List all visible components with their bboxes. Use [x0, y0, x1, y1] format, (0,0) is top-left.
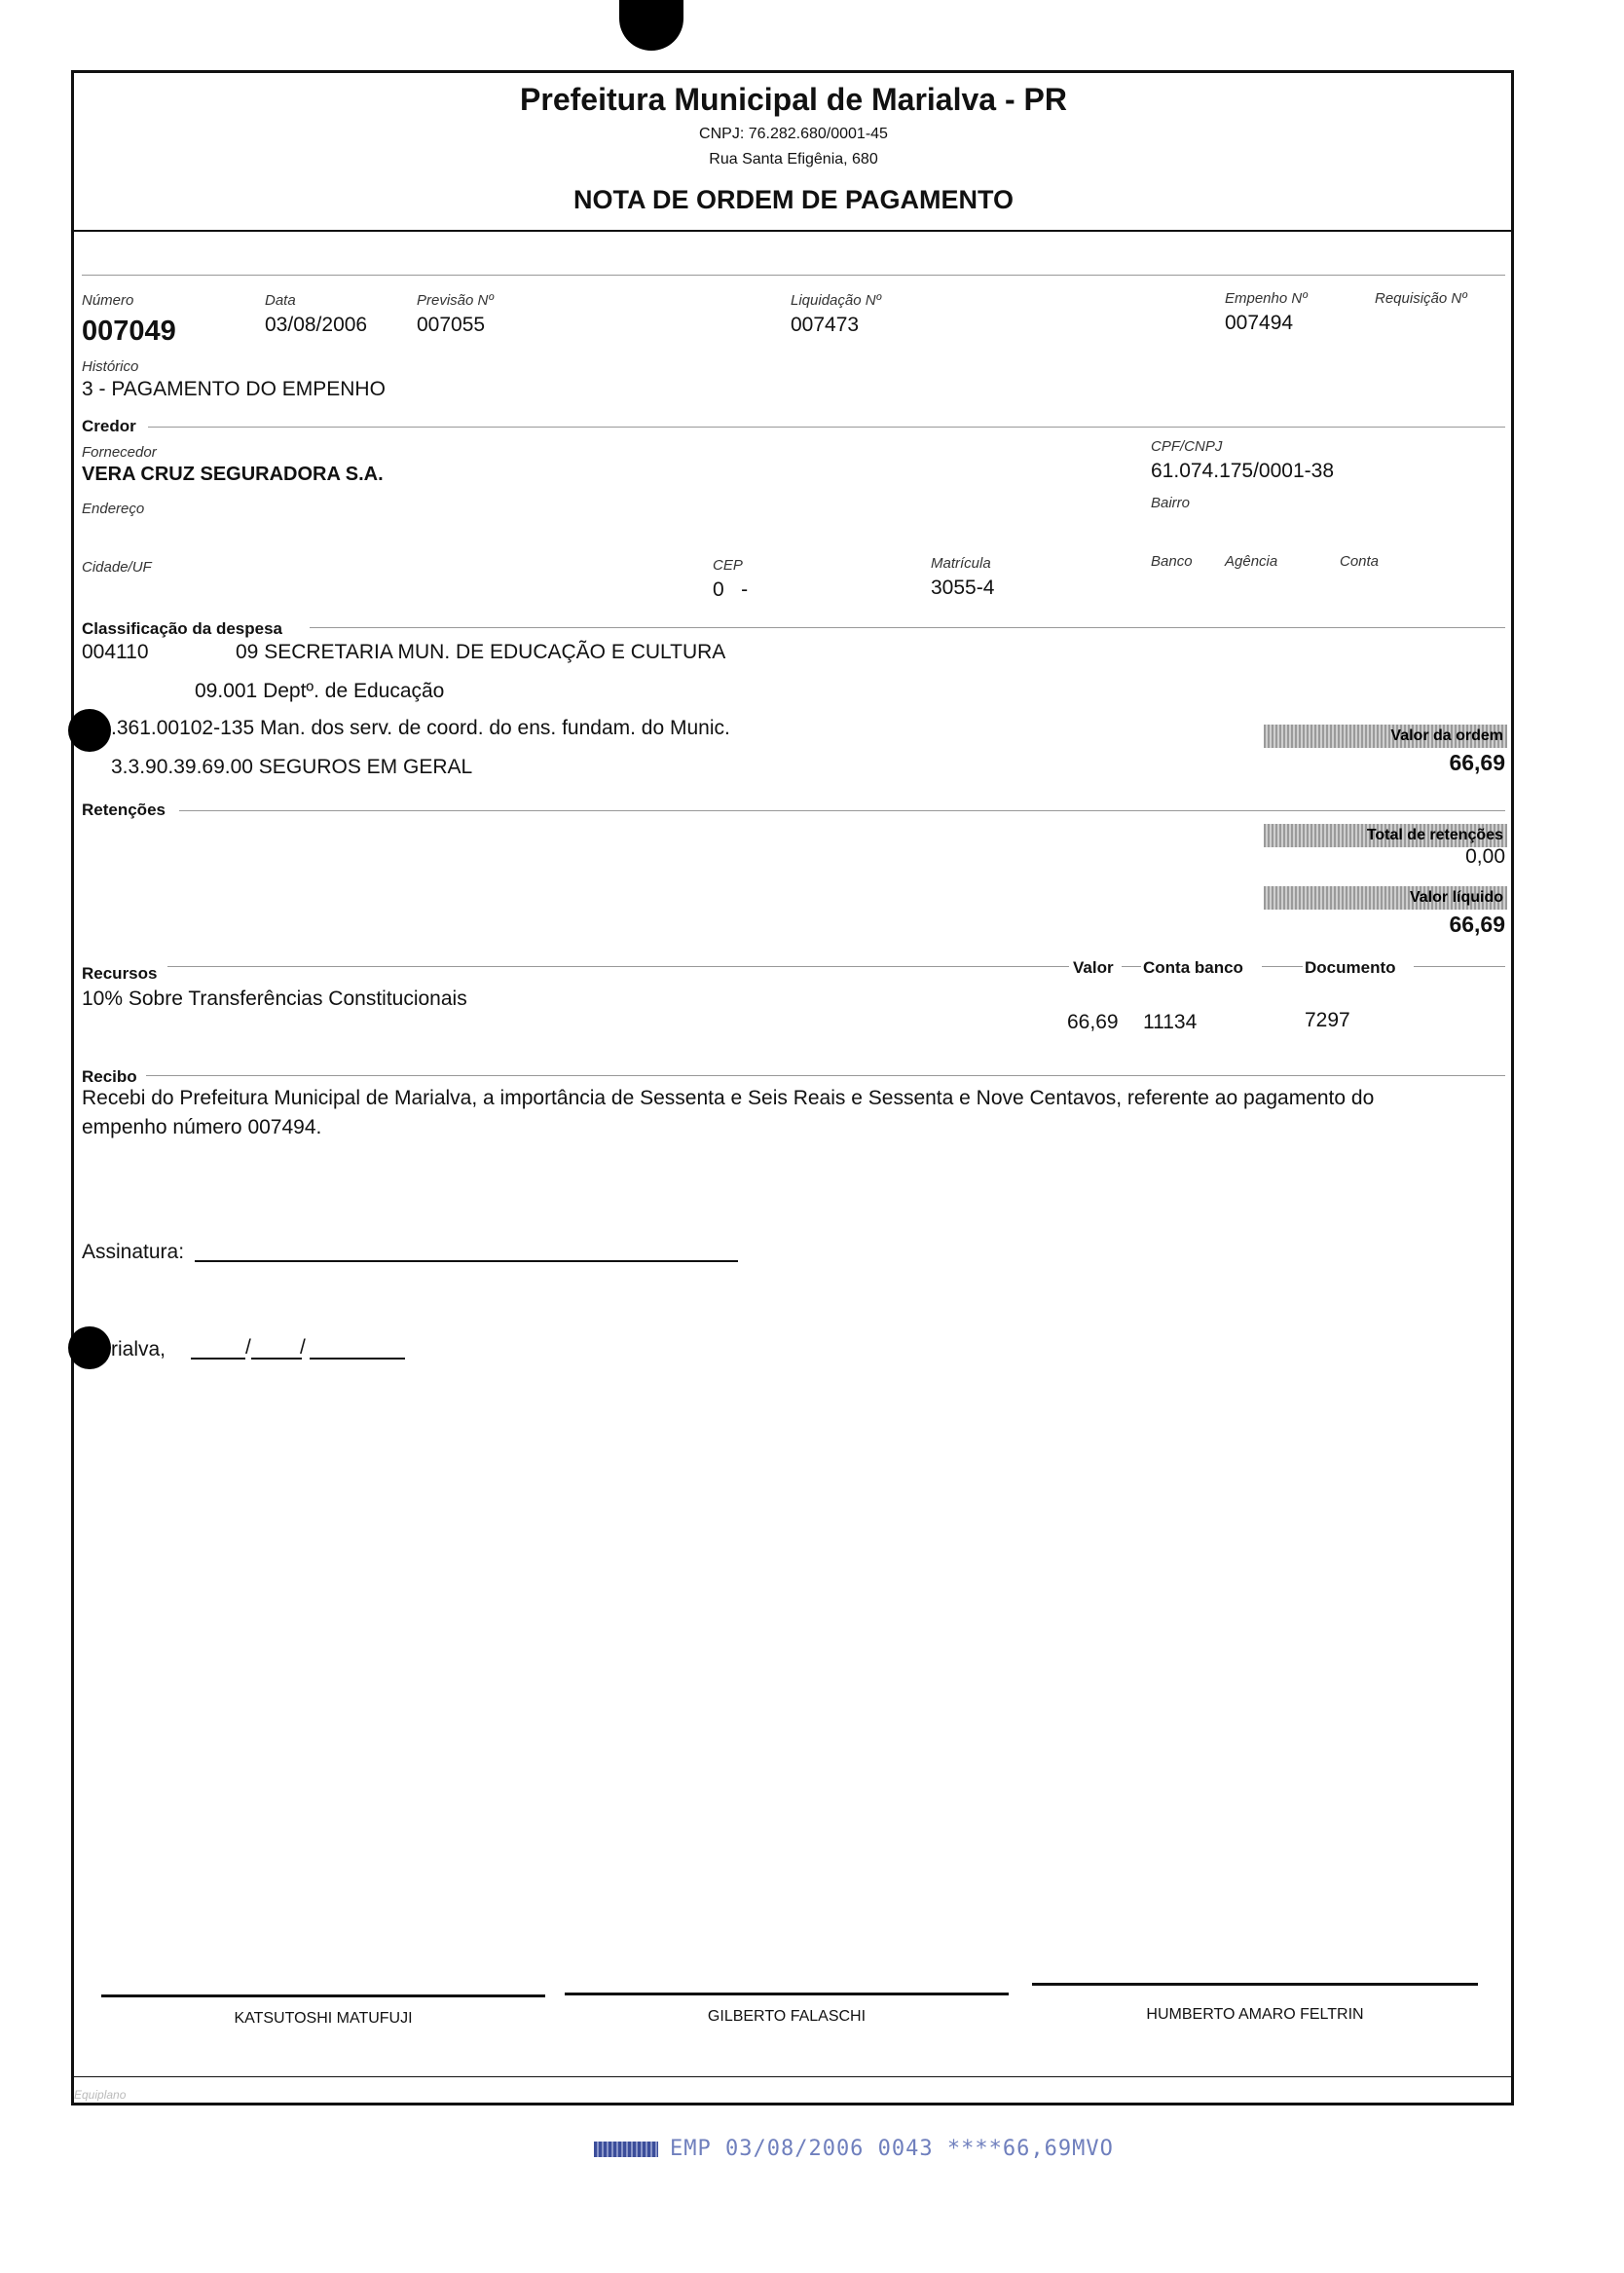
liquidacao-label: Liquidação Nº	[791, 292, 882, 309]
recursos-descricao: 10% Sobre Transferências Constitucionais	[82, 987, 467, 1010]
footer-divider	[71, 2076, 1514, 2077]
order-divider	[82, 275, 1505, 276]
historico-label: Histórico	[82, 358, 139, 375]
fornecedor-label: Fornecedor	[82, 444, 157, 461]
matricula-label: Matrícula	[931, 555, 991, 572]
data-value: 03/08/2006	[265, 314, 368, 336]
cep-value: 0 -	[713, 578, 749, 601]
valor-ordem-label: Valor da ordem	[1264, 725, 1507, 748]
previsao-value: 007055	[417, 314, 486, 336]
signature-line-2	[565, 1993, 1009, 1995]
signature-name-2: GILBERTO FALASCHI	[707, 2008, 867, 2025]
liquidacao-value: 007473	[791, 314, 860, 336]
requisicao-label: Requisição Nº	[1375, 290, 1467, 307]
conta-label: Conta	[1340, 553, 1380, 570]
matricula-value: 3055-4	[931, 577, 995, 599]
recursos-documento-label: Documento	[1305, 958, 1396, 977]
recibo-text-line-1: Recebi do Prefeitura Municipal de Marialva, a importância de Sessenta e Seis Reais e Sessenta e Nove Centavos, referente ao pagamento do	[82, 1087, 1375, 1109]
cidade-label: Cidade/UF	[82, 559, 152, 576]
recursos-section-label: Recursos	[82, 964, 158, 983]
equiplano-text: Equiplano	[74, 2088, 127, 2102]
empenho-value: 007494	[1225, 312, 1294, 334]
page-title: Prefeitura Municipal de Marialva - PR	[520, 82, 1067, 117]
classificacao-line-1: 09 SECRETARIA MUN. DE EDUCAÇÃO E CULTURA	[236, 641, 726, 663]
recibo-text-line-2: empenho número 007494.	[82, 1116, 322, 1138]
classificacao-line-3: .361.00102-135 Man. dos serv. de coord. do ens. fundam. do Munic.	[111, 717, 730, 739]
classificacao-line-2: 09.001 Deptº. de Educação	[195, 680, 445, 702]
recursos-divider-3	[1262, 966, 1303, 967]
signature-line-3	[1032, 1983, 1478, 1986]
cpf-label: CPF/CNPJ	[1151, 438, 1223, 455]
date-line-day	[191, 1358, 245, 1360]
recursos-divider-2	[1122, 966, 1141, 967]
previsao-label: Previsão Nº	[417, 292, 494, 309]
assinatura-label: Assinatura:	[82, 1241, 185, 1263]
numero-label: Número	[82, 292, 134, 309]
valor-liquido-value: 66,69	[1449, 912, 1505, 937]
recibo-divider	[146, 1075, 1505, 1076]
recibo-section-label: Recibo	[82, 1067, 137, 1086]
punch-hole-left-2	[68, 1326, 111, 1369]
recursos-documento: 7297	[1305, 1009, 1350, 1031]
credor-divider	[148, 427, 1505, 428]
stamp-logo-icon	[594, 2142, 658, 2157]
signature-name-3: HUMBERTO AMARO FELTRIN	[1146, 2006, 1364, 2023]
total-retencoes-label: Total de retenções	[1264, 824, 1507, 847]
date-line-month	[251, 1358, 302, 1360]
fornecedor-value: VERA CRUZ SEGURADORA S.A.	[82, 464, 384, 485]
date-slash-1: /	[245, 1336, 251, 1359]
empenho-label: Empenho Nº	[1225, 290, 1308, 307]
historico-value: 3 - PAGAMENTO DO EMPENHO	[82, 378, 386, 400]
assinatura-line	[195, 1260, 738, 1262]
document-title: NOTA DE ORDEM DE PAGAMENTO	[572, 185, 1014, 214]
cep-label: CEP	[713, 557, 743, 574]
valor-liquido-label: Valor líquido	[1264, 886, 1507, 910]
recursos-valor-label: Valor	[1073, 958, 1114, 977]
valor-ordem-value: 66,69	[1449, 750, 1505, 775]
address-text: Rua Santa Efigênia, 680	[709, 151, 878, 168]
classificacao-code: 004110	[82, 641, 149, 663]
total-retencoes-value: 0,00	[1465, 845, 1505, 868]
punch-hole-top	[619, 0, 683, 51]
date-line-year	[310, 1358, 405, 1360]
credor-section-label: Credor	[82, 417, 136, 435]
data-label: Data	[265, 292, 296, 309]
date-slash-2: /	[300, 1336, 306, 1359]
recursos-divider	[167, 966, 1069, 967]
punch-hole-left-1	[68, 709, 111, 752]
recursos-divider-4	[1414, 966, 1505, 967]
recursos-conta-label: Conta banco	[1143, 958, 1243, 977]
banco-label: Banco	[1151, 553, 1193, 570]
numero-value: 007049	[82, 316, 176, 347]
cpf-value: 61.074.175/0001-38	[1151, 460, 1335, 482]
endereco-label: Endereço	[82, 501, 145, 517]
header-divider	[71, 230, 1514, 232]
local-label: rialva,	[111, 1338, 166, 1360]
agencia-label: Agência	[1225, 553, 1278, 570]
retencoes-section-label: Retenções	[82, 801, 166, 819]
bairro-label: Bairro	[1151, 495, 1191, 511]
cnpj-text: CNPJ: 76.282.680/0001-45	[699, 126, 888, 142]
signature-name-1: KATSUTOSHI MATUFUJI	[234, 2010, 413, 2027]
recursos-conta: 11134	[1143, 1011, 1198, 1033]
retencoes-divider	[179, 810, 1505, 811]
recursos-valor: 66,69	[1067, 1011, 1119, 1033]
classificacao-line-4: 3.3.90.39.69.00 SEGUROS EM GERAL	[111, 756, 473, 778]
stamp-text: EMP 03/08/2006 0043 ****66,69MVO	[670, 2137, 1114, 2161]
bottom-stamp	[594, 2137, 1114, 2161]
classificacao-section-label: Classificação da despesa	[82, 619, 283, 638]
classificacao-divider	[310, 627, 1505, 628]
signature-line-1	[101, 1994, 545, 1997]
